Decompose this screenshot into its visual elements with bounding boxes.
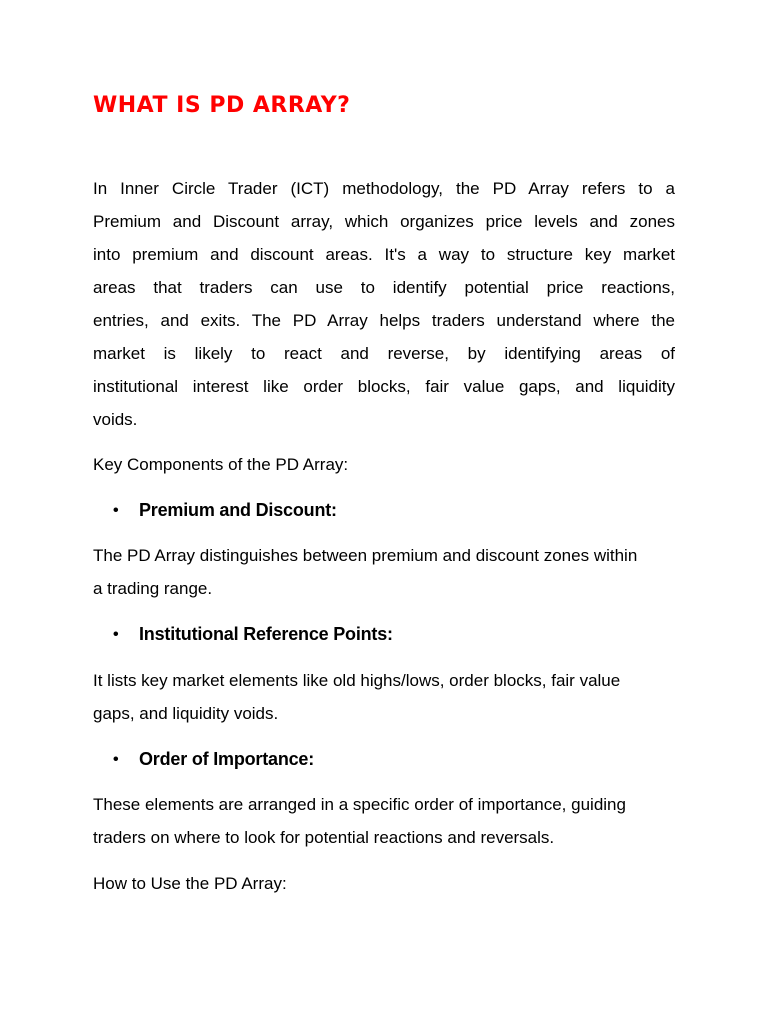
component-description xyxy=(93,539,675,605)
intro-line: Premium and Discount array, which organizes price levels and zones xyxy=(93,212,675,231)
component-description xyxy=(93,664,675,730)
component-label-institutional-reference-points: Institutional Reference Points: xyxy=(139,624,393,644)
description-line: The PD Array distinguishes between premium and discount zones within xyxy=(93,546,638,565)
intro-line: market is likely to react and reverse, by identifying areas of xyxy=(93,344,675,363)
intro-line: into premium and discount areas. It's a way to structure key market xyxy=(93,245,675,264)
how-to-use-heading: How to Use the PD Array: xyxy=(93,874,287,893)
intro-line: areas that traders can use to identify potential price reactions, xyxy=(93,278,675,297)
intro-line: institutional interest like order blocks, fair value gaps, and liquidity xyxy=(93,377,675,396)
intro-line: voids. xyxy=(93,410,138,429)
bullet-dot: • xyxy=(113,626,119,643)
description-line: traders on where to look for potential reactions and reversals. xyxy=(93,828,555,847)
component-description xyxy=(93,788,675,854)
component-bullet-item xyxy=(113,494,337,527)
component-bullet-item xyxy=(113,743,314,776)
description-line: These elements are arranged in a specific order of importance, guiding xyxy=(93,795,626,814)
page-title: WHAT IS PD ARRAY? xyxy=(93,93,351,118)
intro-paragraph xyxy=(93,172,675,436)
component-bullet-item xyxy=(113,618,393,651)
description-line: It lists key market elements like old highs/lows, order blocks, fair value xyxy=(93,671,621,690)
description-line: a trading range. xyxy=(93,579,213,598)
key-components-heading: Key Components of the PD Array: xyxy=(93,455,349,474)
intro-line: entries, and exits. The PD Array helps traders understand where the xyxy=(93,311,675,330)
component-label-premium-discount: Premium and Discount: xyxy=(139,500,337,520)
bullet-dot: • xyxy=(113,751,119,768)
description-line: gaps, and liquidity voids. xyxy=(93,704,279,723)
component-label-order-of-importance: Order of Importance: xyxy=(139,749,315,769)
bullet-dot: • xyxy=(113,502,119,519)
intro-line: In Inner Circle Trader (ICT) methodology, the PD Array refers to a xyxy=(93,179,675,198)
